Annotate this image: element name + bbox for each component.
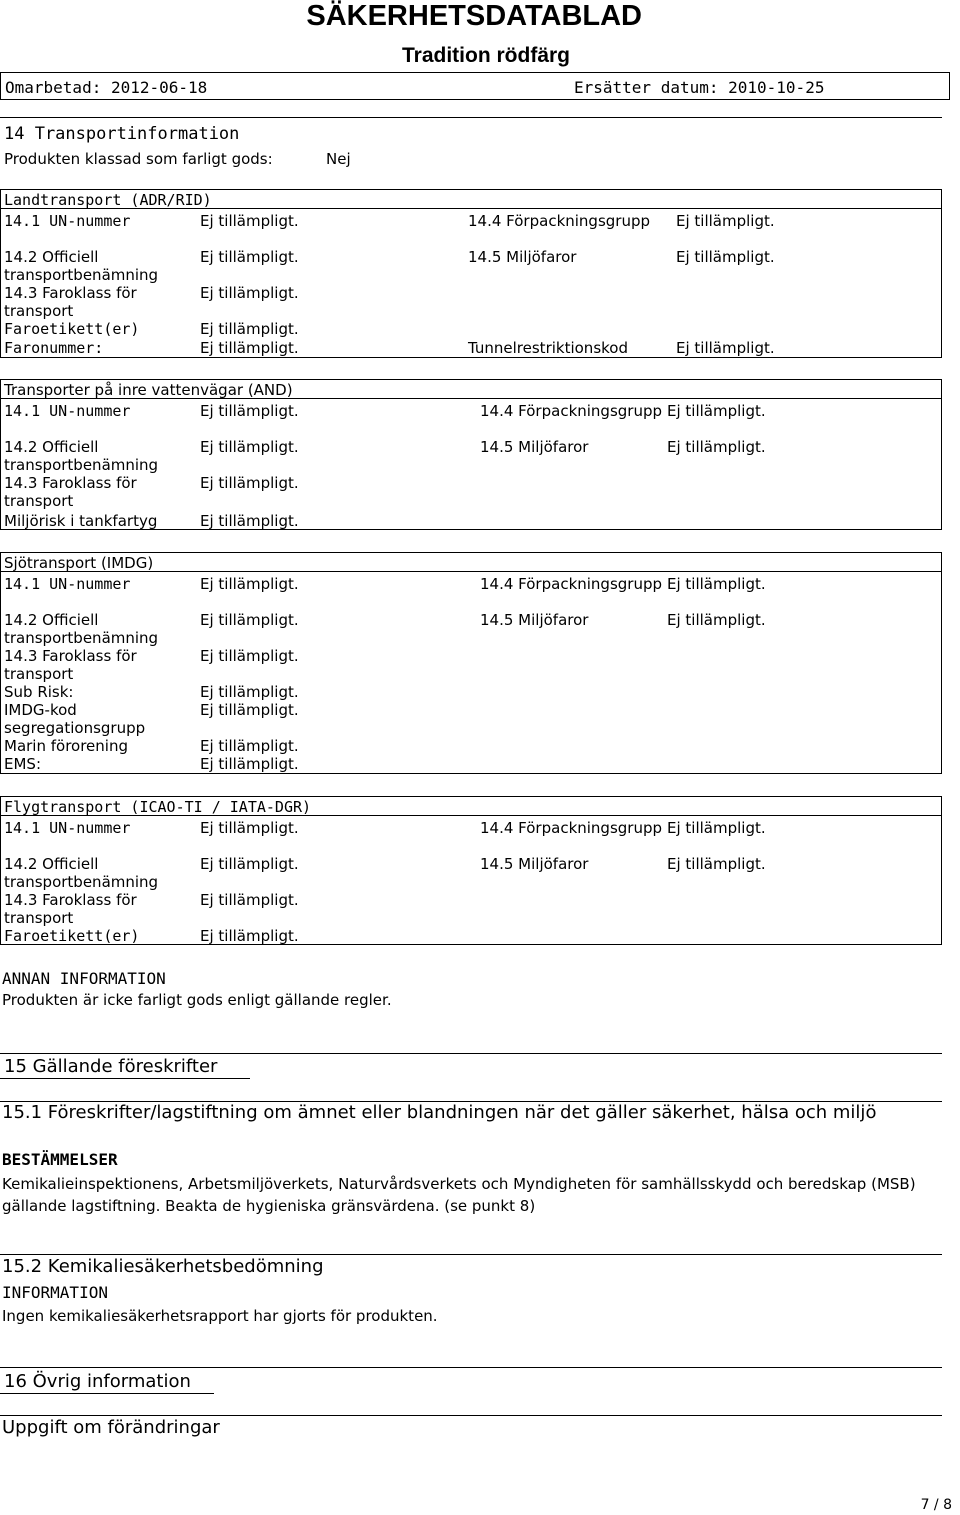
land-title: Landtransport (ADR/RID) xyxy=(4,191,212,209)
sea-subrisk-value: Ej tillämpligt. xyxy=(200,683,299,701)
sea-un-value: Ej tillämpligt. xyxy=(200,575,299,593)
document-title: SÄKERHETSDATABLAD xyxy=(306,0,642,32)
land-name-value: Ej tillämpligt. xyxy=(200,248,299,266)
section-14-title: 14 Transportinformation xyxy=(4,124,240,144)
sea-ems-label: EMS: xyxy=(4,755,41,773)
sea-name-value: Ej tillämpligt. xyxy=(200,611,299,629)
sea-name-label: 14.2 Officiell transportbenämning xyxy=(4,611,159,647)
regulations-text: Kemikalieinspektionens, Arbetsmiljöverkets, Naturvårdsverkets och Myndigheten för samhällsskydd och beredskap (MSB) gällande lagstiftning. Beakta de hygieniska gränsvärdena. (se punkt 8) xyxy=(2,1175,916,1215)
section-rule xyxy=(0,117,942,118)
sea-class-label: 14.3 Faroklass för transport xyxy=(4,647,137,683)
inland-env-value: Ej tillämpligt. xyxy=(667,438,766,456)
land-labels-value: Ej tillämpligt. xyxy=(200,320,299,338)
sea-un-label: 14.1 UN-nummer xyxy=(4,575,131,593)
sea-seg-value: Ej tillämpligt. xyxy=(200,701,299,719)
air-env-label: 14.5 Miljöfaror xyxy=(480,855,589,873)
land-env-label: 14.5 Miljöfaror xyxy=(468,248,577,266)
section-rule xyxy=(0,1053,942,1054)
inland-name-value: Ej tillämpligt. xyxy=(200,438,299,456)
inland-un-value: Ej tillämpligt. xyxy=(200,402,299,420)
land-pg-value: Ej tillämpligt. xyxy=(676,212,775,230)
inland-tanker-value: Ej tillämpligt. xyxy=(200,512,299,530)
sea-env-value: Ej tillämpligt. xyxy=(667,611,766,629)
air-name-label: 14.2 Officiell transportbenämning xyxy=(4,855,159,891)
inland-tanker-label: Miljörisk i tankfartyg xyxy=(4,512,158,530)
land-tunnel-value: Ej tillämpligt. xyxy=(676,339,775,357)
dangerous-goods-value: Nej xyxy=(326,150,351,168)
air-labels-label: Faroetikett(er) xyxy=(4,927,140,945)
section-title-underline xyxy=(0,1078,250,1079)
information-text: Ingen kemikaliesäkerhetsrapport har gjorts för produkten. xyxy=(2,1307,438,1325)
section-title-underline xyxy=(0,1393,214,1394)
changes-title: Uppgift om förändringar xyxy=(2,1417,220,1438)
land-un-value: Ej tillämpligt. xyxy=(200,212,299,230)
sea-title: Sjötransport (IMDG) xyxy=(4,554,154,572)
sea-seg-label: IMDG-kod segregationsgrupp xyxy=(4,701,146,737)
land-name-label: 14.2 Officiell transportbenämning xyxy=(4,248,159,284)
inland-un-label: 14.1 UN-nummer xyxy=(4,402,131,420)
air-class-value: Ej tillämpligt. xyxy=(200,891,299,909)
sea-env-label: 14.5 Miljöfaror xyxy=(480,611,589,629)
land-tunnel-label: Tunnelrestriktionskod xyxy=(468,339,628,357)
sea-marine-value: Ej tillämpligt. xyxy=(200,737,299,755)
other-info-text: Produkten är icke farligt gods enligt gällande regler. xyxy=(2,991,392,1009)
revised-date: Omarbetad: 2012-06-18 xyxy=(5,78,208,97)
section-rule xyxy=(0,1367,942,1368)
land-class-value: Ej tillämpligt. xyxy=(200,284,299,302)
air-env-value: Ej tillämpligt. xyxy=(667,855,766,873)
section-15-1-title: 15.1 Föreskrifter/lagstiftning om ämnet eller blandningen när det gäller säkerhet, hälsa och miljö xyxy=(2,1102,877,1123)
sea-subrisk-label: Sub Risk: xyxy=(4,683,74,701)
page-number: 7 / 8 xyxy=(920,1497,952,1513)
sea-pg-label: 14.4 Förpackningsgrupp xyxy=(480,575,663,593)
regulations-label: BESTÄMMELSER xyxy=(2,1150,118,1169)
section-16-title: 16 Övrig information xyxy=(4,1371,191,1392)
air-name-value: Ej tillämpligt. xyxy=(200,855,299,873)
air-un-label: 14.1 UN-nummer xyxy=(4,819,131,837)
subsection-rule xyxy=(0,1254,942,1255)
air-title: Flygtransport (ICAO-TI / IATA-DGR) xyxy=(4,798,312,816)
sea-class-value: Ej tillämpligt. xyxy=(200,647,299,665)
air-pg-value: Ej tillämpligt. xyxy=(667,819,766,837)
land-hazno-label: Faronummer: xyxy=(4,339,104,357)
information-label: INFORMATION xyxy=(2,1283,108,1302)
land-class-label: 14.3 Faroklass för transport xyxy=(4,284,137,320)
replaces-date: Ersätter datum: 2010-10-25 xyxy=(574,78,825,97)
inland-env-label: 14.5 Miljöfaror xyxy=(480,438,589,456)
section-15-title: 15 Gällande föreskrifter xyxy=(4,1056,218,1077)
sea-marine-label: Marin förorening xyxy=(4,737,128,755)
land-hazno-value: Ej tillämpligt. xyxy=(200,339,299,357)
land-pg-label: 14.4 Förpackningsgrupp xyxy=(468,212,651,230)
inland-pg-label: 14.4 Förpackningsgrupp xyxy=(480,402,663,420)
inland-class-value: Ej tillämpligt. xyxy=(200,474,299,492)
land-labels-label: Faroetikett(er) xyxy=(4,320,140,338)
inland-name-label: 14.2 Officiell transportbenämning xyxy=(4,438,159,474)
land-env-value: Ej tillämpligt. xyxy=(676,248,775,266)
air-class-label: 14.3 Faroklass för transport xyxy=(4,891,137,927)
land-un-label: 14.1 UN-nummer xyxy=(4,212,131,230)
sea-pg-value: Ej tillämpligt. xyxy=(667,575,766,593)
product-name: Tradition rödfärg xyxy=(402,44,570,67)
inland-pg-value: Ej tillämpligt. xyxy=(667,402,766,420)
subsection-rule xyxy=(0,1415,942,1416)
inland-title: Transporter på inre vattenvägar (AND) xyxy=(4,381,293,399)
dangerous-goods-label: Produkten klassad som farligt gods: xyxy=(4,150,273,168)
air-un-value: Ej tillämpligt. xyxy=(200,819,299,837)
sea-ems-value: Ej tillämpligt. xyxy=(200,755,299,773)
air-labels-value: Ej tillämpligt. xyxy=(200,927,299,945)
section-15-2-title: 15.2 Kemikaliesäkerhetsbedömning xyxy=(2,1256,324,1277)
air-pg-label: 14.4 Förpackningsgrupp xyxy=(480,819,663,837)
inland-class-label: 14.3 Faroklass för transport xyxy=(4,474,137,510)
other-info-title: ANNAN INFORMATION xyxy=(2,969,166,988)
